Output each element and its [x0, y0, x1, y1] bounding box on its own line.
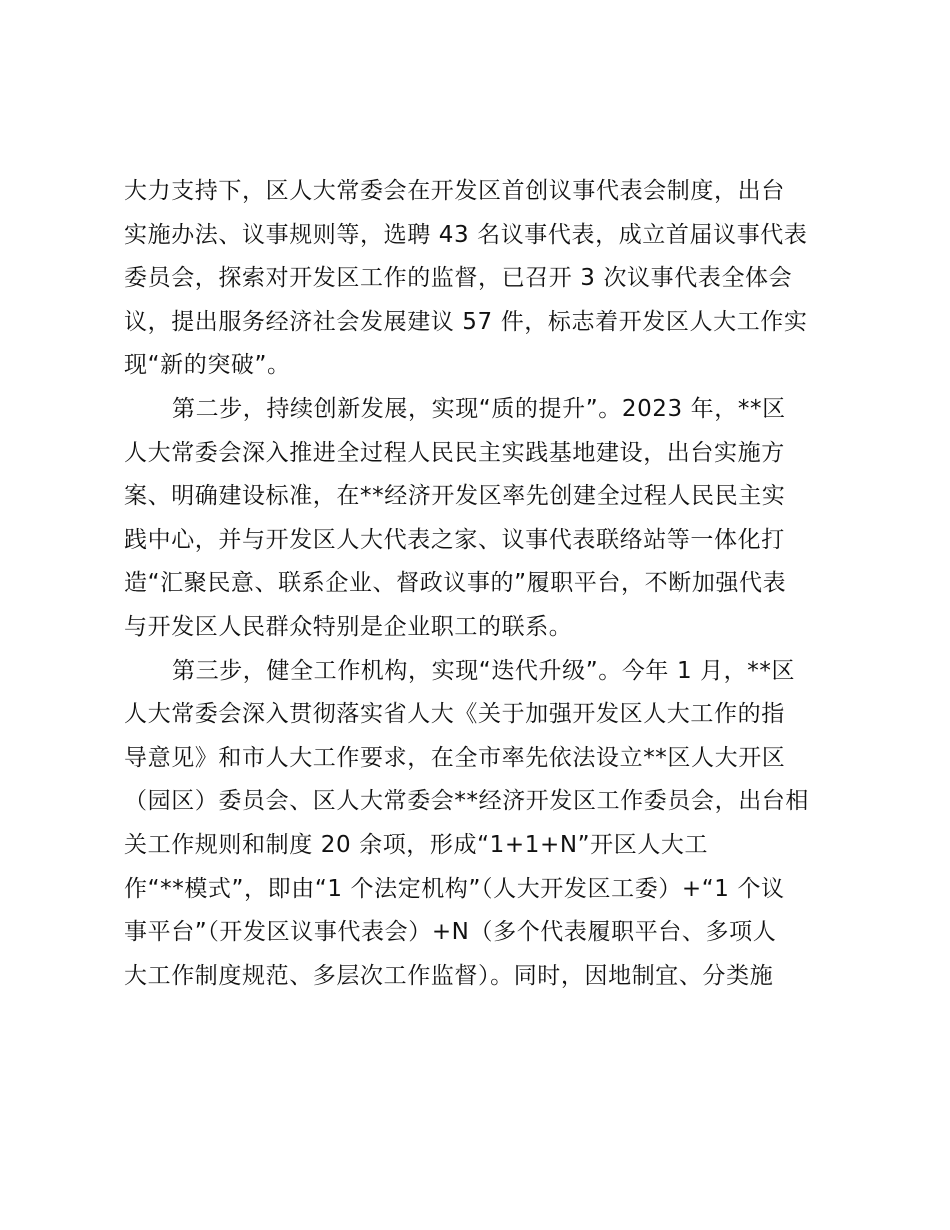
text-line: 实施办法、议事规则等，选聘 43 名议事代表，成立首届议事代表 — [124, 221, 808, 248]
text-line: 与开发区人民群众特别是企业职工的联系。 — [124, 613, 573, 640]
text-line: 第三步，健全工作机构，实现“迭代升级”。今年 1 月，**区 — [172, 657, 796, 684]
text-line: 人大常委会深入推进全过程人民民主实践基地建设，出台实施方 — [124, 439, 785, 466]
text-line: 现“新的突破”。 — [124, 352, 291, 379]
text-line: 践中心，并与开发区人大代表之家、议事代表联络站等一体化打 — [124, 526, 785, 553]
text-line: 事平台”（开发区议事代表会）+N（多个代表履职平台、多项人 — [124, 919, 777, 946]
text-line: 作“**模式”，即由“1 个法定机构”（人大开发区工委）+“1 个议 — [124, 875, 785, 902]
text-line: （园区）委员会、区人大常委会**经济开发区工作委员会，出台相 — [124, 788, 809, 815]
text-line: 委员会，探索对开发区工作的监督，已召开 3 次议事代表全体会 — [124, 265, 793, 292]
text-line: 人大常委会深入贯彻落实省人大《关于加强开发区人大工作的指 — [124, 701, 785, 728]
text-line: 议，提出服务经济社会发展建议 57 件，标志着开发区人大工作实 — [124, 308, 808, 335]
document-page — [124, 170, 840, 998]
text-line: 关工作规则和制度 20 余项，形成“1+1+N”开区人大工 — [124, 831, 709, 858]
text-line: 案、明确建设标准，在**经济开发区率先创建全过程人民民主实 — [124, 483, 786, 510]
text-line: 造“汇聚民意、联系企业、督政议事的”履职平台，不断加强代表 — [124, 570, 787, 597]
text-line: 大力支持下，区人大常委会在开发区首创议事代表会制度，出台 — [124, 178, 785, 204]
text-line: 大工作制度规范、多层次工作监督）。同时，因地制宜、分类施 — [124, 962, 774, 989]
text-line: 第二步，持续创新发展，实现“质的提升”。2023 年，**区 — [172, 395, 786, 422]
text-line: 导意见》和市人大工作要求，在全市率先依法设立**区人大开区 — [124, 744, 786, 771]
